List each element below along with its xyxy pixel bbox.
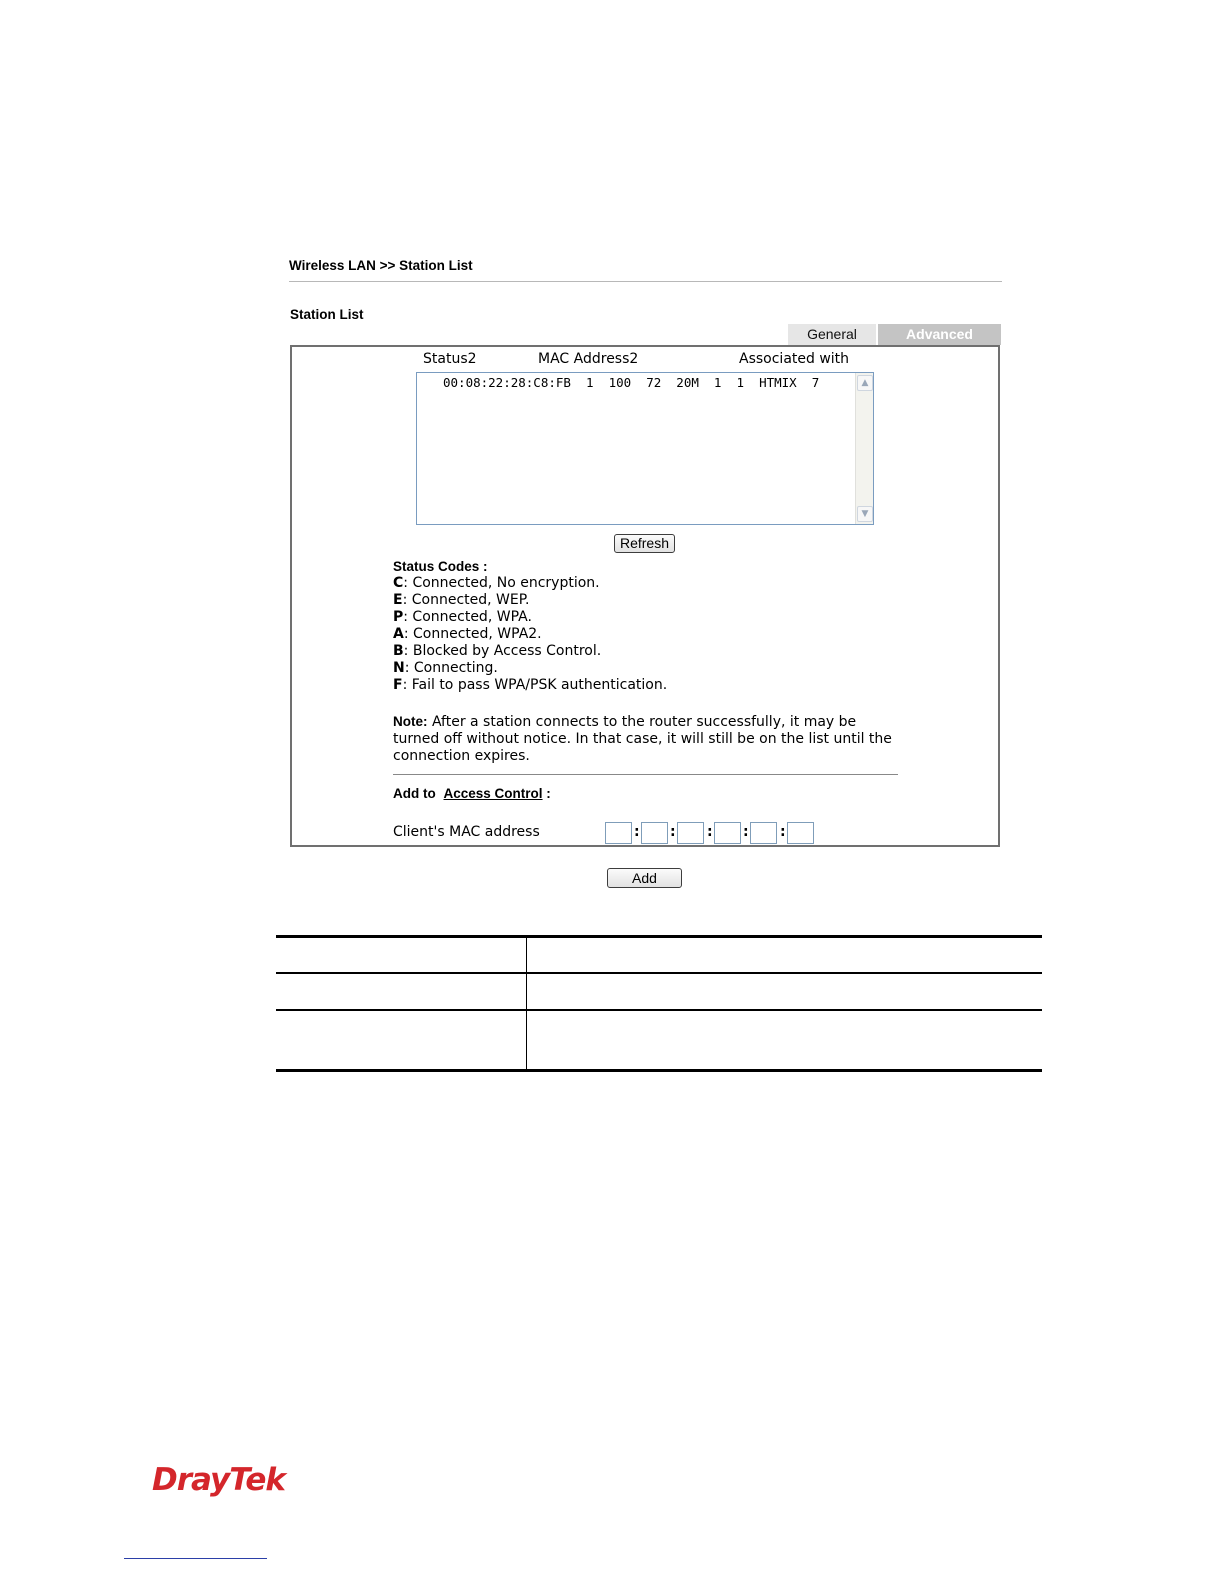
table-bottom-rule [276,1069,1042,1072]
add-to-label: Add to [393,786,436,801]
status-code-letter: E [393,592,403,608]
status-code-text: : Connected, WPA. [403,609,532,625]
section-title: Station List [290,307,364,322]
status-code-item [393,609,667,626]
mac-separator: : [634,824,640,840]
status-code-letter: A [393,626,404,642]
scroll-down-arrow-icon[interactable]: ▼ [857,506,873,522]
status-code-letter: F [393,677,403,693]
access-control-link[interactable]: Access Control [443,786,543,801]
list-item[interactable]: 00:08:22:28:C8:FB 1 100 72 20M 1 1 HTMIX 7 [443,375,820,390]
status-code-letter: C [393,575,404,591]
footer-divider [124,1558,267,1559]
mac-field-5[interactable] [750,822,777,844]
note-label: Note: [393,714,428,729]
listbox-scrollbar[interactable] [855,373,873,524]
tab-general[interactable]: General [788,324,876,345]
status-code-letter: N [393,660,405,676]
status-codes-title: Status Codes : [393,559,488,574]
column-header-associated-with: Associated with [739,351,850,367]
add-to-access-control [393,786,551,801]
status-code-letter: P [393,609,404,625]
add-to-suffix: : [542,786,551,801]
station-listbox[interactable] [416,372,874,525]
status-code-text: : Connecting. [404,660,498,676]
status-code-text: : Connected, WPA2. [403,626,542,642]
mac-field-1[interactable] [605,822,632,844]
column-header-status: Status2 [423,351,477,367]
status-code-text: : Blocked by Access Control. [403,643,602,659]
note-text [393,713,893,765]
breadcrumb: Wireless LAN >> Station List [289,258,473,273]
mac-separator: : [707,824,713,840]
mac-separator: : [670,824,676,840]
status-code-item [393,643,667,660]
note-body: After a station connects to the router successfully, it may be turned off without notice. In that case, it will still be on the list until the connection expires. [393,714,892,764]
mac-field-2[interactable] [641,822,668,844]
status-code-item [393,660,667,677]
mac-field-6[interactable] [787,822,814,844]
mac-field-4[interactable] [714,822,741,844]
status-code-text: : Connected, No encryption. [403,575,600,591]
status-code-letter: B [393,643,404,659]
draytek-logo: DrayTek [152,1462,285,1498]
header-divider [289,281,1002,282]
mac-separator: : [780,824,786,840]
table-column-rule [526,937,527,1070]
mac-separator: : [743,824,749,840]
add-button[interactable]: Add [607,868,682,888]
table-top-rule [276,935,1042,938]
scroll-up-arrow-icon[interactable]: ▲ [857,375,873,391]
status-code-text: : Fail to pass WPA/PSK authentication. [402,677,668,693]
status-code-item [393,626,667,643]
refresh-button[interactable]: Refresh [614,534,675,553]
mac-field-3[interactable] [677,822,704,844]
table-row-rule [276,972,1042,974]
status-code-item [393,677,667,694]
table-row-rule [276,1009,1042,1011]
column-header-mac-address: MAC Address2 [538,351,639,367]
tab-advanced[interactable]: Advanced [878,324,1001,345]
client-mac-label: Client's MAC address [393,824,540,840]
status-codes [393,558,667,694]
status-code-item [393,592,667,609]
status-code-item [393,575,667,592]
note-divider [393,774,898,775]
status-code-text: : Connected, WEP. [402,592,530,608]
